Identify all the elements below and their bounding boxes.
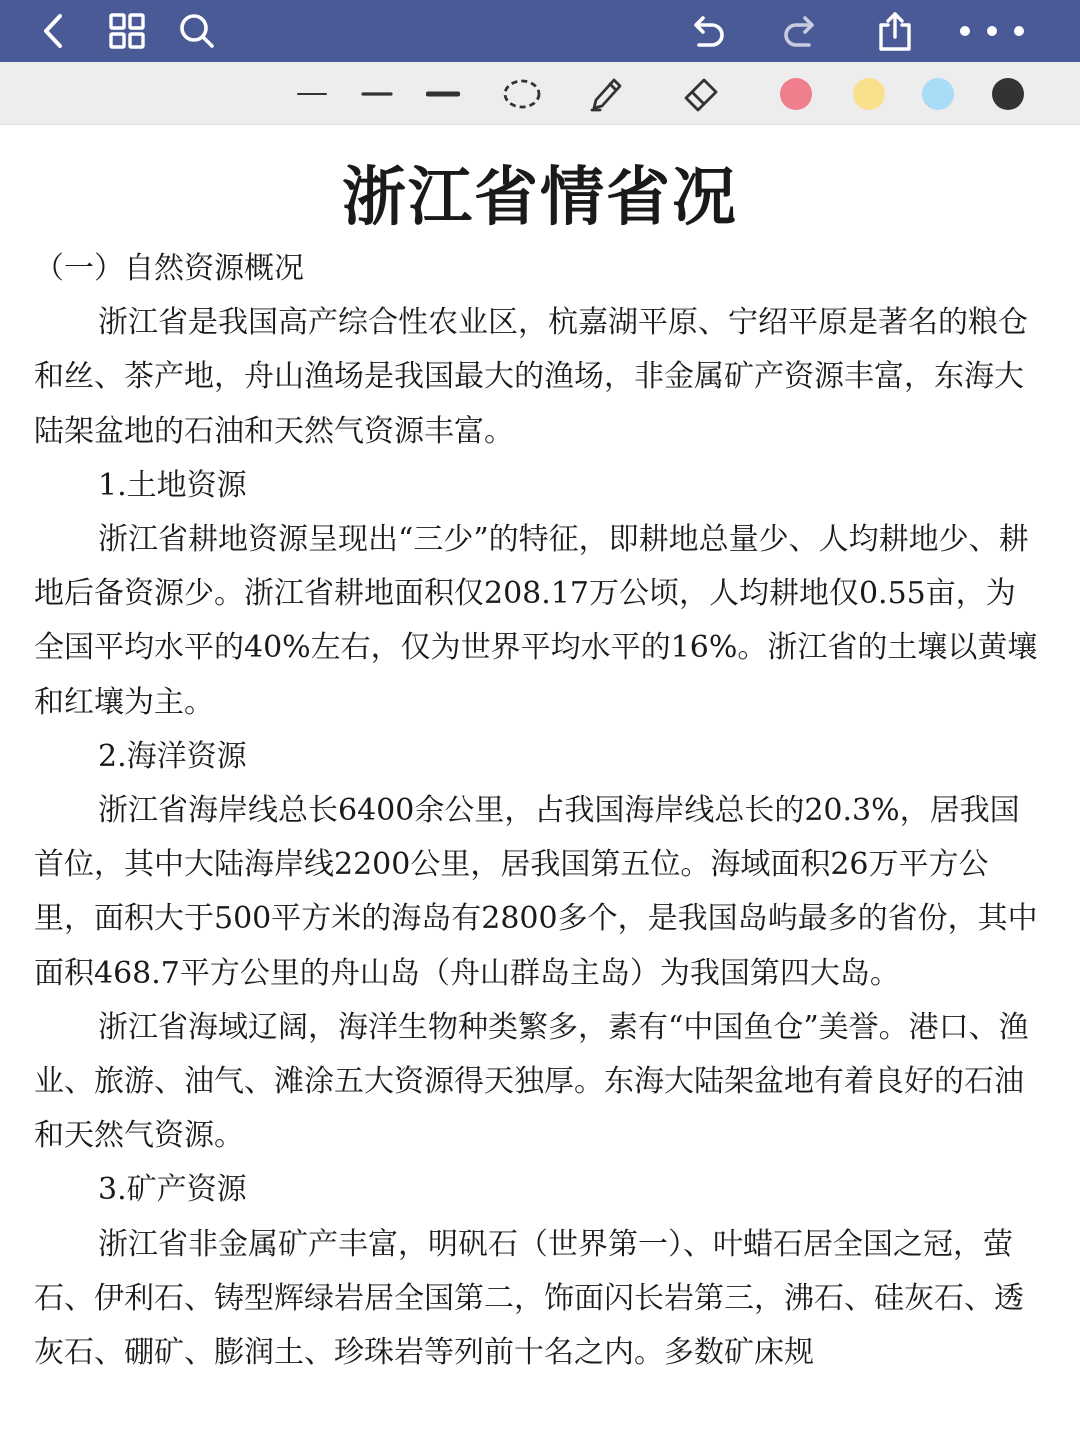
document-title: 浙江省情省况 — [342, 161, 738, 235]
share-icon[interactable] — [872, 8, 918, 54]
pen-thick-icon[interactable] — [419, 70, 467, 118]
undo-icon[interactable] — [684, 8, 730, 54]
color-swatch-yellow[interactable] — [845, 70, 893, 118]
subsection-heading: 2.海洋资源 — [98, 738, 247, 774]
annotation-toolbar — [0, 62, 1080, 125]
paragraph: 浙江省海岸线总长6400余公里，占我国海岸线总长的20.3%，居我国首位，其中大陆海岸线2200公里，居我国第五位。海域面积26万平方公里，面积大于500平方米的海岛有2800多个，是我国岛屿最多的省份，其中面积468.7平方公里的舟山岛（舟山群岛主岛）为我国第四大岛。 — [34, 793, 1038, 991]
section-heading: （一）自然资源概况 — [34, 251, 304, 286]
eraser-icon[interactable] — [677, 70, 725, 118]
paragraph: 浙江省耕地资源呈现出“三少”的特征，即耕地总量少、人均耕地少、耕地后备资源少。浙江省耕地面积仅208.17万公顷，人均耕地仅0.55亩，为全国平均水平的40%左右，仅为世界平均水平的16%。浙江省的土壤以黄壤和红壤为主。 — [34, 522, 1038, 720]
pen-thin-icon[interactable] — [288, 70, 336, 118]
paragraph: 浙江省非金属矿产丰富，明矾石（世界第一）、叶蜡石居全国之冠，萤石、伊利石、铸型辉绿岩居全国第二，饰面闪长岩第三，沸石、硅灰石、透灰石、硼矿、膨润土、珍珠岩等列前十名之内。多数矿床规 — [34, 1226, 1024, 1371]
grid-icon[interactable] — [104, 8, 150, 54]
color-swatch-black[interactable] — [984, 70, 1032, 118]
paragraph: 浙江省海域辽阔，海洋生物种类繁多，素有“中国鱼仓”美誉。港口、渔业、旅游、油气、滩涂五大资源得天独厚。东海大陆架盆地有着良好的石油和天然气资源。 — [34, 1009, 1029, 1154]
pen-medium-icon[interactable] — [353, 70, 401, 118]
redo-icon[interactable] — [778, 8, 824, 54]
search-icon[interactable] — [174, 8, 220, 54]
back-icon[interactable] — [30, 8, 76, 54]
paragraph: 浙江省是我国高产综合性农业区，杭嘉湖平原、宁绍平原是著名的粮仓和丝、茶产地，舟山渔场是我国最大的渔场，非金属矿产资源丰富，东海大陆架盆地的石油和天然气资源丰富。 — [34, 305, 1028, 449]
subsection-heading: 1.土地资源 — [98, 467, 247, 503]
document-page — [0, 124, 1080, 1443]
pencil-icon[interactable] — [582, 70, 630, 118]
top-navigation-bar — [0, 0, 1080, 62]
more-icon[interactable] — [952, 8, 1032, 54]
lasso-icon[interactable] — [498, 70, 546, 118]
color-swatch-blue[interactable] — [914, 70, 962, 118]
subsection-heading: 3.矿产资源 — [98, 1172, 247, 1208]
color-swatch-pink[interactable] — [772, 70, 820, 118]
document-body — [34, 242, 1044, 1380]
